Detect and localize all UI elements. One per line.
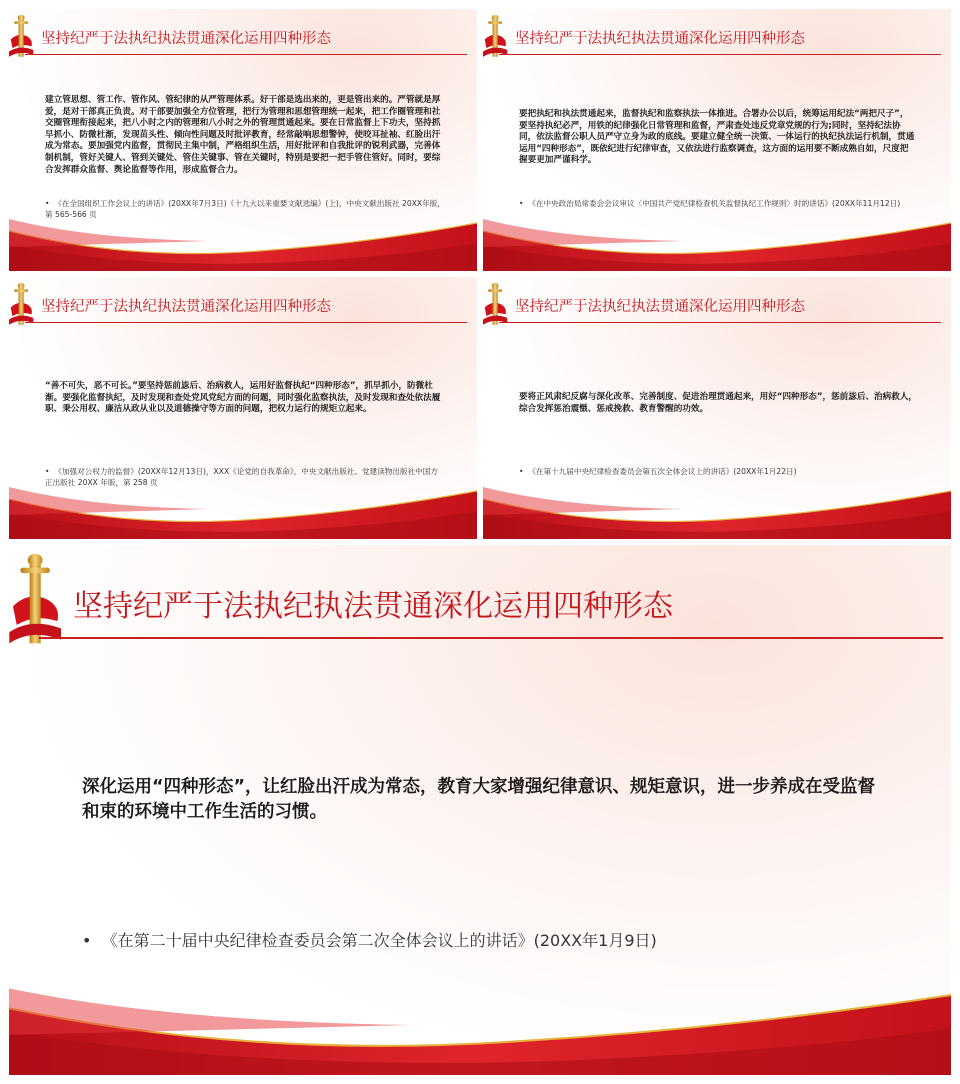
slide-body: 建立管思想、管工作、管作风、管纪律的从严管理体系。好干部是选出来的，更是管出来的。严管就是厚爱，是对干部真正负责。对干部要加强全方位管理，把行为管理和思想管理统一起来，把工作圈管理和社交圈管理衔接起来，把八小时之内的管理和八小时之外的管理贯通起来。要在日常监督上下功夫，坚持抓早抓小、防微杜渐，发现苗头性、倾向性问题及时批评教育，经常敲响思想警钟，使咬耳扯袖、红脸出汗成为常态。要加强党内监督，贯彻民主集中制，严格组织生活，用好批评和自我批评的锐利武器，完善体制机制，管好关键人、管到关键处、管住关键事、管在关键时，特别是要把一把手管住管好。同时，要综合发挥群众监督、舆论监督等作用，形成监督合力。: [45, 95, 441, 175]
slide-1: [9, 9, 477, 271]
title-divider: [39, 637, 943, 639]
citation-text: 《在全国组织工作会议上的讲话》(20XX年7月3日)《十九大以来重要文献选编》(上)，中央文献出版社 20XX年版，第 565-566 页: [45, 199, 445, 219]
title-divider: [25, 54, 467, 55]
bullet-icon: •: [45, 199, 50, 208]
slide-2: [483, 9, 951, 271]
slide-4: [483, 277, 951, 539]
citation-item: [82, 928, 657, 951]
slide-title: 坚持纪严于法执纪执法贯通深化运用四种形态: [515, 31, 805, 47]
huabiao-pillar-icon: [9, 13, 35, 59]
citation-item: [519, 466, 919, 477]
red-ribbon-wave: [9, 211, 477, 271]
bullet-icon: •: [519, 467, 524, 476]
huabiao-pillar-icon: [483, 281, 509, 327]
slide-body: 要将正风肃纪反腐与深化改革、完善制度、促进治理贯通起来，用好“四种形态”，惩前毖后、治病救人，综合发挥惩治震慑、惩戒挽救、教育警醒的功效。: [519, 392, 918, 414]
citation-text: 《加强对公权力的监督》(20XX年12月13日)，XXX《论党的自我革命》，中央文献出版社、党建读物出版社中国方正出版社 20XX 年版，第 258 页: [45, 467, 438, 487]
slide-body: 深化运用“四种形态”，让红脸出汗成为常态，教育大家增强纪律意识、规矩意识，进一步养成在受监督和束的环境中工作生活的习惯。: [82, 777, 875, 822]
huabiao-pillar-icon: [9, 281, 35, 327]
slide-title: 坚持纪严于法执纪执法贯通深化运用四种形态: [73, 589, 673, 624]
bullet-icon: •: [45, 467, 50, 476]
slide-3: [9, 277, 477, 539]
slide-title: 坚持纪严于法执纪执法贯通深化运用四种形态: [515, 299, 805, 315]
slide-body: 要把执纪和执法贯通起来，监督执纪和监察执法一体推进。合署办公以后，统筹运用纪法“两把尺子”，要坚持执纪必严，用铁的纪律强化日常管理和监督，严肃查处违反党章党规的行为;同时，坚持纪法协同，依法监督公职人员严守立身为政的底线。要建立健全统一决策、一体运行的执纪执法运行机制，贯通运用“四种形态”，既依纪进行纪律审查，又依法进行监察调查，这方面的运用要不断成熟自如，尺度把握要更加严谨科学。: [519, 109, 915, 166]
slide-title: 坚持纪严于法执纪执法贯通深化运用四种形态: [41, 299, 331, 315]
bullet-icon: •: [519, 199, 524, 208]
huabiao-pillar-icon: [483, 13, 509, 59]
title-divider: [499, 322, 941, 323]
citation-text: 《在第十九届中央纪律检查委员会第五次全体会议上的讲话》(20XX年1月22日): [528, 467, 797, 476]
red-ribbon-wave: [483, 211, 951, 271]
bullet-icon: •: [82, 931, 92, 950]
slide-body: “善不可失，恶不可长。”要坚持惩前毖后、治病救人，运用好监督执纪“四种形态”，抓早抓小，防微杜渐。要强化监督执纪，及时发现和查处党风党纪方面的问题，同时强化监察执法，及时发现和查处依法履职、秉公用权、廉洁从政从业以及道德操守等方面的问题，把权力运行的规矩立起来。: [45, 381, 441, 415]
red-ribbon-wave: [9, 975, 951, 1075]
citation-text: 《在中央政治局常委会会议审议〈中国共产党纪律检查机关监督执纪工作规则〉时的讲话》(20XX年11月12日): [528, 199, 901, 208]
slide-title: 坚持纪严于法执纪执法贯通深化运用四种形态: [41, 31, 331, 47]
citation-item: [519, 198, 915, 209]
title-divider: [25, 322, 467, 323]
title-divider: [499, 54, 941, 55]
slide-5: [9, 545, 951, 1075]
red-ribbon-wave: [483, 479, 951, 539]
red-ribbon-wave: [9, 479, 477, 539]
citation-text: 《在第二十届中央纪律检查委员会第二次全体会议上的讲话》(20XX年1月9日): [101, 931, 657, 950]
huabiao-pillar-icon: [9, 551, 65, 647]
